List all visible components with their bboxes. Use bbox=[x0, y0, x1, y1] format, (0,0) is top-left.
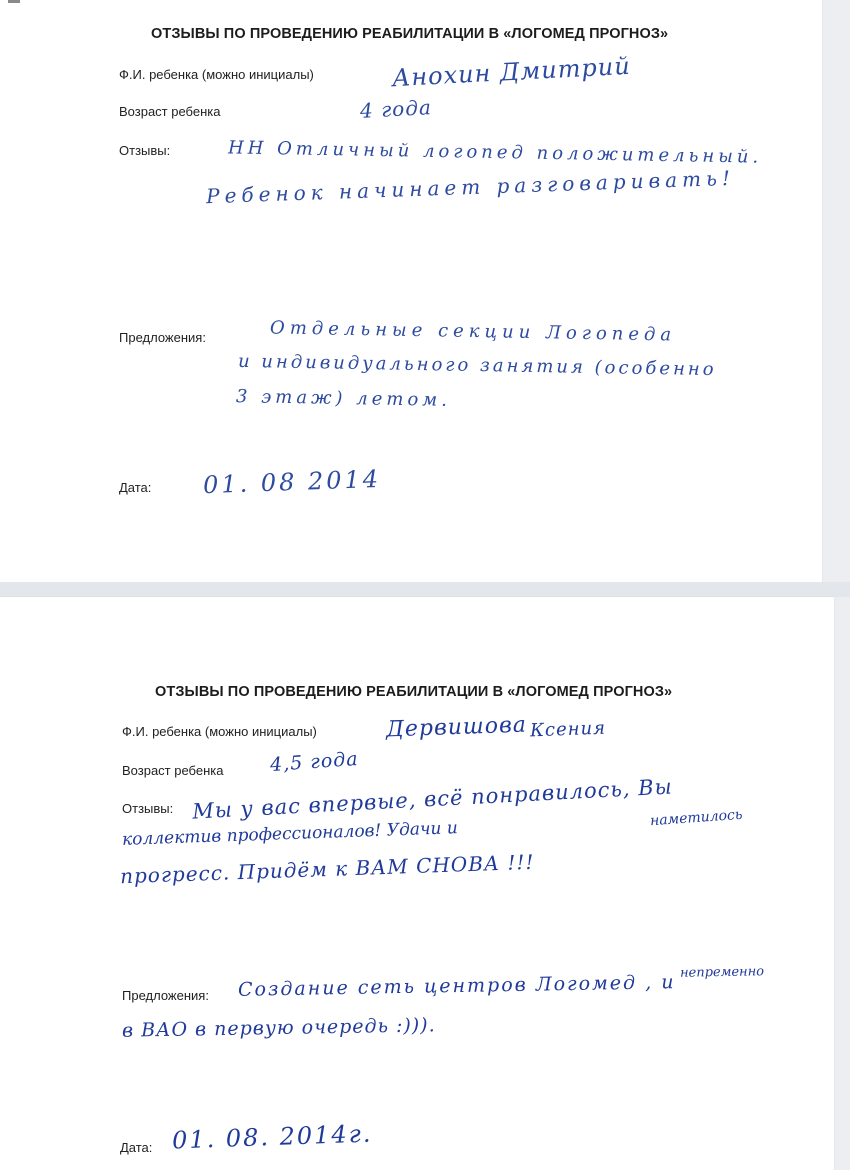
suggestions-line-1b: непременно bbox=[679, 964, 765, 981]
name-label: Ф.И. ребенка (можно инициалы) bbox=[122, 724, 317, 739]
name-handwritten-second: Ксения bbox=[529, 717, 607, 742]
name-handwritten-first: Дервишова bbox=[385, 712, 528, 743]
suggestions-line-2: и индивидуального занятия (особенно bbox=[237, 350, 717, 381]
reviews-line-3: прогресс. Придём к ВАМ СНОВА !!! bbox=[119, 849, 535, 889]
name-label: Ф.И. ребенка (можно инициалы) bbox=[119, 67, 314, 82]
suggestions-line-3: 3 этаж) летом. bbox=[235, 386, 452, 411]
suggestions-line-1: Отдельные секции Логопеда bbox=[269, 317, 677, 346]
form-title: ОТЗЫВЫ ПО ПРОВЕДЕНИЮ РЕАБИЛИТАЦИИ В «ЛОГОМЕД ПРОГНОЗ» bbox=[155, 684, 673, 700]
suggestions-line-1: Создание сеть центров Логомед , и bbox=[237, 971, 676, 1001]
date-handwritten: 01. 08. 2014г. bbox=[171, 1119, 373, 1155]
date-label: Дата: bbox=[120, 1140, 153, 1155]
form-sheet-1 bbox=[0, 0, 822, 582]
reviews-line-2b: наметилось bbox=[649, 806, 744, 830]
name-handwritten: Анохин Дмитрий bbox=[391, 51, 632, 93]
form-sheet-2 bbox=[0, 597, 834, 1170]
age-label: Возраст ребенка bbox=[119, 104, 221, 119]
scan-mark bbox=[8, 0, 20, 3]
date-handwritten: 01. 08 2014 bbox=[202, 464, 382, 500]
date-label: Дата: bbox=[119, 480, 152, 495]
reviews-line-1: НН Отличный логопед положительный. bbox=[227, 137, 763, 168]
reviews-line-1: Мы у вас впервые, всё понравилось, Вы bbox=[191, 774, 674, 824]
age-handwritten: 4,5 года bbox=[269, 747, 360, 777]
form-title: ОТЗЫВЫ ПО ПРОВЕДЕНИЮ РЕАБИЛИТАЦИИ В «ЛОГОМЕД ПРОГНОЗ» bbox=[151, 26, 669, 42]
reviews-line-2: коллектив профессионалов! Удачи и bbox=[121, 818, 459, 850]
reviews-label: Отзывы: bbox=[122, 801, 174, 816]
reviews-label: Отзывы: bbox=[119, 143, 171, 158]
age-handwritten: 4 года bbox=[359, 95, 433, 123]
age-label: Возраст ребенка bbox=[122, 763, 224, 778]
reviews-line-2: Ребенок начинает разговаривать! bbox=[205, 165, 736, 209]
suggestions-label: Предложения: bbox=[122, 988, 209, 1003]
page-separator bbox=[0, 582, 850, 597]
suggestions-label: Предложения: bbox=[119, 330, 206, 345]
suggestions-line-2: в ВАО в первую очередь :))). bbox=[121, 1014, 436, 1042]
